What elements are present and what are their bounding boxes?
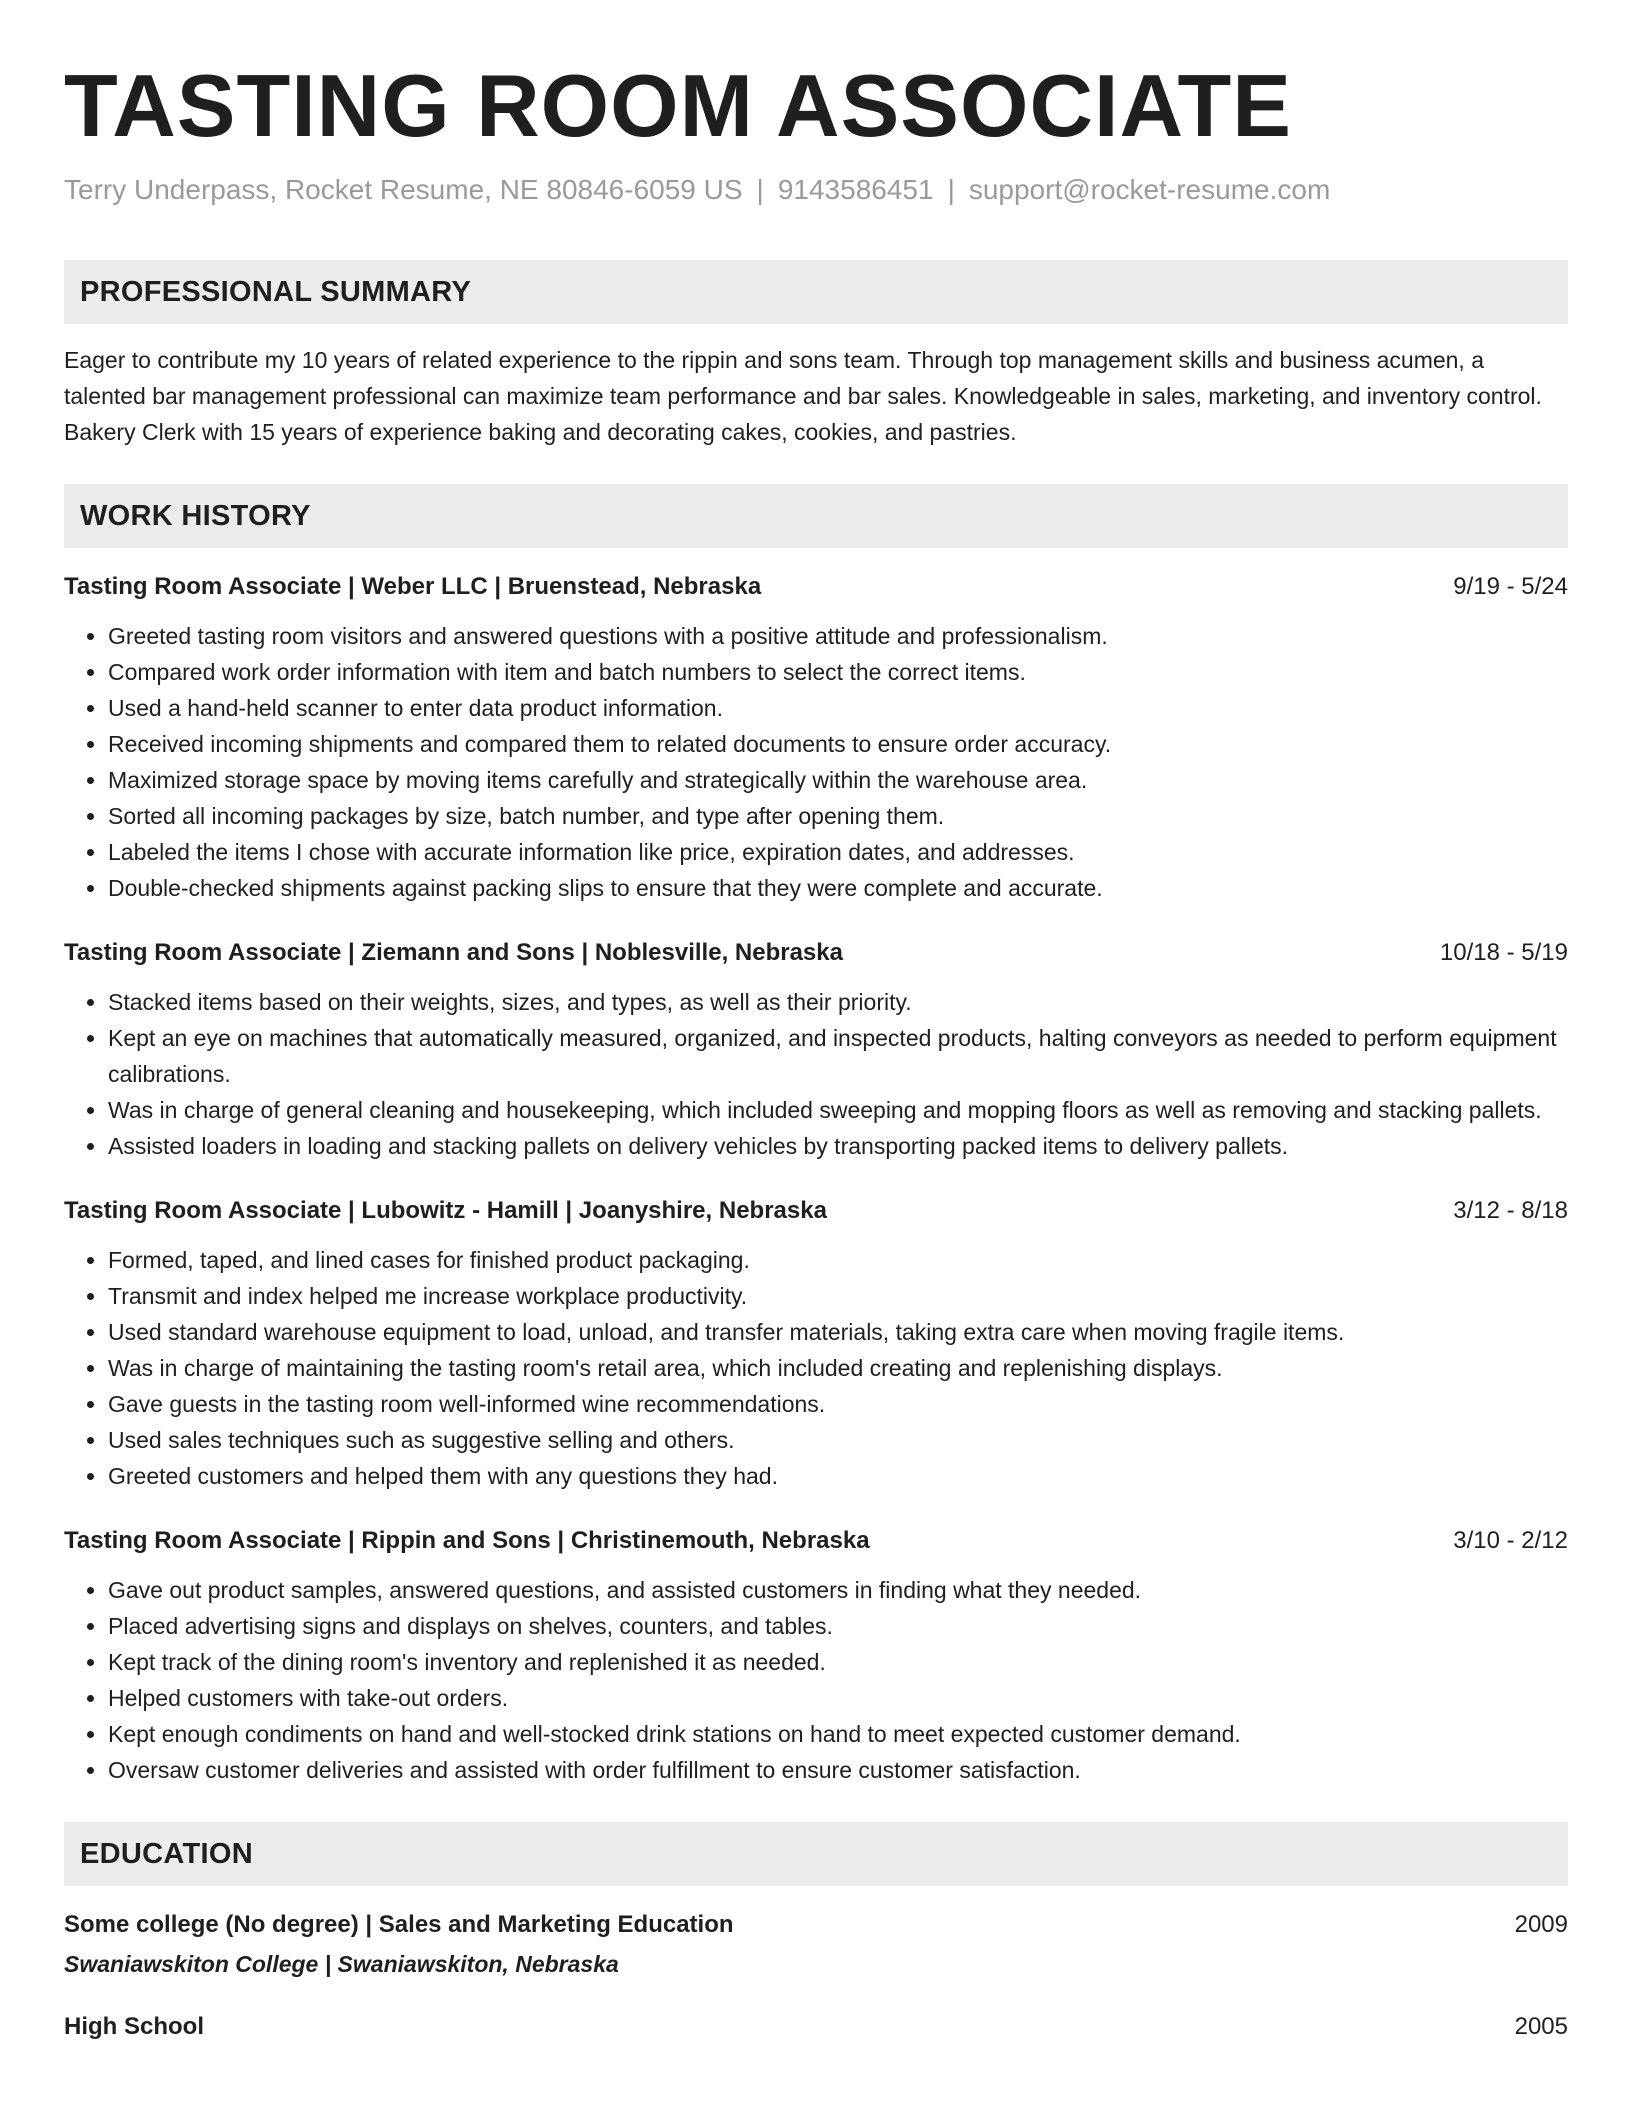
- job-bullet-list: [64, 618, 1568, 906]
- education-header: [64, 1908, 1568, 1942]
- education-degree: High School: [64, 2013, 204, 2040]
- job-title: Tasting Room Associate | Rippin and Sons | Christinemouth, Nebraska: [64, 1527, 870, 1554]
- job-entry: [64, 1524, 1568, 1788]
- job-bullet: • Kept an eye on machines that automatically measured, organized, and inspected products, halting conveyors as needed to perform equipment calibrations.: [108, 1020, 1568, 1092]
- job-bullet: • Oversaw customer deliveries and assisted with order fulfillment to ensure customer satisfaction.: [108, 1752, 1568, 1788]
- education-year: 2005: [1514, 2013, 1568, 2040]
- job-header: [64, 1194, 1568, 1228]
- job-bullet: • Was in charge of maintaining the tasting room's retail area, which included creating and replenishing displays.: [108, 1350, 1568, 1386]
- job-header: [64, 936, 1568, 970]
- resume-title: TASTING ROOM ASSOCIATE: [64, 56, 1292, 155]
- job-bullet: • Used standard warehouse equipment to load, unload, and transfer materials, taking extra care when moving fragile items.: [108, 1314, 1568, 1350]
- job-bullet: • Compared work order information with item and batch numbers to select the correct items.: [108, 654, 1568, 690]
- job-bullet: • Labeled the items I chose with accurate information like price, expiration dates, and addresses.: [108, 834, 1568, 870]
- job-bullet-list: [64, 1572, 1568, 1788]
- job-bullet: • Gave out product samples, answered questions, and assisted customers in finding what they needed.: [108, 1572, 1568, 1608]
- job-dates: 3/12 - 8/18: [1453, 1197, 1568, 1224]
- job-bullet: • Used sales techniques such as suggestive selling and others.: [108, 1422, 1568, 1458]
- education-entry: [64, 2010, 1568, 2044]
- contact-email: support@rocket-resume.com: [968, 174, 1331, 205]
- job-bullet: • Helped customers with take-out orders.: [108, 1680, 1568, 1716]
- job-title: Tasting Room Associate | Lubowitz - Hamill | Joanyshire, Nebraska: [64, 1197, 827, 1224]
- contact-separator: |: [756, 174, 764, 205]
- job-bullet: • Received incoming shipments and compared them to related documents to ensure order accuracy.: [108, 726, 1568, 762]
- job-bullet: • Used a hand-held scanner to enter data product information.: [108, 690, 1568, 726]
- job-bullet: • Sorted all incoming packages by size, batch number, and type after opening them.: [108, 798, 1568, 834]
- education-entry: [64, 1908, 1568, 1980]
- contact-separator: |: [947, 174, 955, 205]
- job-bullet: • Kept enough condiments on hand and well-stocked drink stations on hand to meet expected customer demand.: [108, 1716, 1568, 1752]
- job-bullet-list: [64, 984, 1568, 1164]
- contact-address: Terry Underpass, Rocket Resume, NE 80846-6059 US: [64, 174, 743, 205]
- job-bullet: • Maximized storage space by moving items carefully and strategically within the warehouse area.: [108, 762, 1568, 798]
- job-bullet: • Gave guests in the tasting room well-informed wine recommendations.: [108, 1386, 1568, 1422]
- job-header: [64, 570, 1568, 604]
- summary-text: Eager to contribute my 10 years of related experience to the rippin and sons team. Through top management skills and business acumen, a talented bar management professional can maximize team performance and bar sales. Knowledgeable in sales, marketing, and inventory control. Bakery Clerk with 15 years of experience baking and decorating cakes, cookies, and pastries.: [64, 347, 1542, 445]
- job-bullet: • Assisted loaders in loading and stacking pallets on delivery vehicles by transporting packed items to delivery pallets.: [108, 1128, 1568, 1164]
- section-heading-education: EDUCATION: [64, 1822, 1568, 1886]
- job-bullet: • Formed, taped, and lined cases for finished product packaging.: [108, 1242, 1568, 1278]
- job-bullet: • Stacked items based on their weights, sizes, and types, as well as their priority.: [108, 984, 1568, 1020]
- contact-line: [64, 172, 1568, 208]
- job-entry: [64, 1194, 1568, 1494]
- section-heading-summary: PROFESSIONAL SUMMARY: [64, 260, 1568, 324]
- job-title: Tasting Room Associate | Ziemann and Sons | Noblesville, Nebraska: [64, 939, 843, 966]
- education-header: [64, 2010, 1568, 2044]
- job-bullet: • Placed advertising signs and displays on shelves, counters, and tables.: [108, 1608, 1568, 1644]
- job-header: [64, 1524, 1568, 1558]
- education-degree: Some college (No degree) | Sales and Marketing Education: [64, 1911, 734, 1938]
- education-school: Swaniawskiton College | Swaniawskiton, Nebraska: [64, 1951, 619, 1977]
- job-bullet: • Transmit and index helped me increase workplace productivity.: [108, 1278, 1568, 1314]
- job-entry: [64, 570, 1568, 906]
- job-bullet: • Was in charge of general cleaning and housekeeping, which included sweeping and mopping floors as well as removing and stacking pallets.: [108, 1092, 1568, 1128]
- job-entry: [64, 936, 1568, 1164]
- job-bullet: • Kept track of the dining room's inventory and replenished it as needed.: [108, 1644, 1568, 1680]
- job-dates: 10/18 - 5/19: [1439, 939, 1568, 966]
- job-dates: 3/10 - 2/12: [1453, 1527, 1568, 1554]
- job-bullet: • Greeted customers and helped them with any questions they had.: [108, 1458, 1568, 1494]
- job-bullet-list: [64, 1242, 1568, 1494]
- job-dates: 9/19 - 5/24: [1453, 573, 1568, 600]
- job-bullet: • Double-checked shipments against packing slips to ensure that they were complete and accurate.: [108, 870, 1568, 906]
- contact-phone: 9143586451: [777, 174, 934, 205]
- education-list: [64, 1908, 1568, 2044]
- job-title: Tasting Room Associate | Weber LLC | Bruenstead, Nebraska: [64, 573, 762, 600]
- section-heading-work-history: WORK HISTORY: [64, 484, 1568, 548]
- education-year: 2009: [1514, 1911, 1568, 1938]
- work-history-list: [64, 570, 1568, 1788]
- job-bullet: • Greeted tasting room visitors and answered questions with a positive attitude and professionalism.: [108, 618, 1568, 654]
